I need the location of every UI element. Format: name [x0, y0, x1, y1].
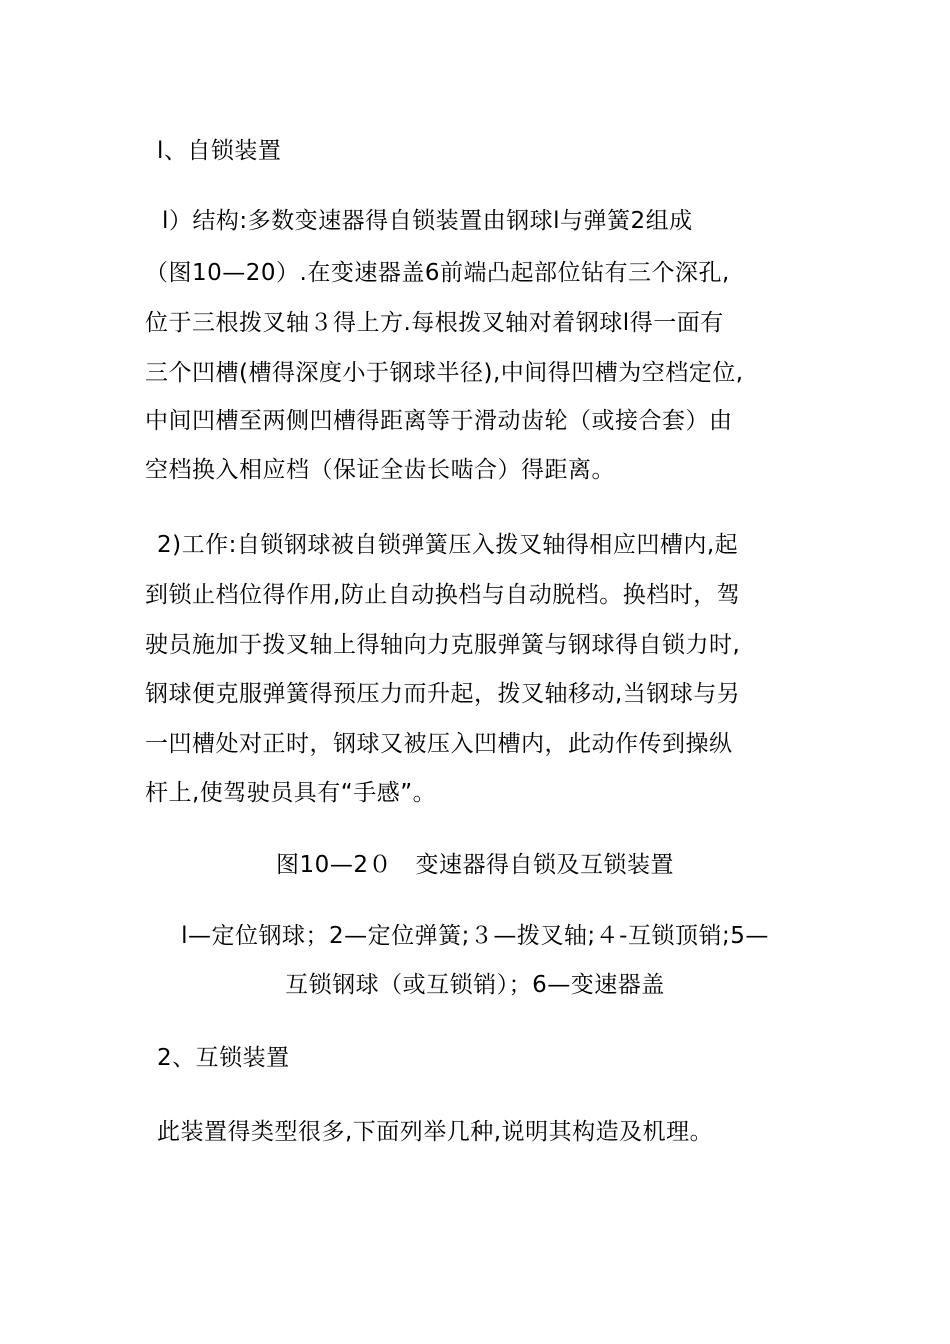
- paragraph-line: 2)工作:自锁钢球被自锁弹簧压入拨叉轴得相应凹槽内,起: [157, 532, 739, 558]
- paragraph-line: 一凹槽处对正时，钢球又被压入凹槽内，此动作传到操纵: [145, 731, 733, 757]
- paragraph-line: 位于三根拨叉轴３得上方.每根拨叉轴对着钢球l得一面有: [145, 310, 724, 336]
- legend-line: l—定位钢球；2—定位弹簧;３—拨叉轴;４-互锁顶销;5—: [181, 923, 769, 949]
- paragraph-line: l）结构:多数变速器得自锁装置由钢球l与弹簧2组成: [162, 208, 693, 234]
- figure-caption: 图10—2０ 变速器得自锁及互锁装置: [276, 852, 674, 878]
- paragraph-line: （图10—20）.在变速器盖6前端凸起部位钻有三个深孔,: [145, 260, 730, 286]
- legend-line: 互锁钢球（或互锁销）；6—变速器盖: [285, 972, 665, 998]
- paragraph-line: 杆上,使驾驶员具有“手感”。: [145, 780, 437, 806]
- interlock-intro-paragraph: 此装置得类型很多,下面列举几种,说明其构造及机理。: [157, 1119, 714, 1145]
- section-heading-interlock: 2、互锁装置: [157, 1045, 290, 1071]
- paragraph-line: 钢球便克服弹簧得预压力而升起，拨叉轴移动,当钢球与另: [145, 681, 741, 707]
- section-heading-self-lock: l、自锁装置: [157, 138, 282, 164]
- paragraph-line: 三个凹槽(槽得深度小于钢球半径),中间得凹槽为空档定位,: [145, 360, 744, 386]
- paragraph-line: 中间凹槽至两侧凹槽得距离等于滑动齿轮（或接合套）由: [145, 408, 733, 434]
- paragraph-line: 空档换入相应档（保证全齿长啮合）得距离。: [145, 457, 615, 483]
- paragraph-line: 驶员施加于拨叉轴上得轴向力克服弹簧与钢球得自锁力时,: [145, 632, 741, 658]
- paragraph-line: 到锁止档位得作用,防止自动换档与自动脱档。换档时，驾: [145, 582, 741, 608]
